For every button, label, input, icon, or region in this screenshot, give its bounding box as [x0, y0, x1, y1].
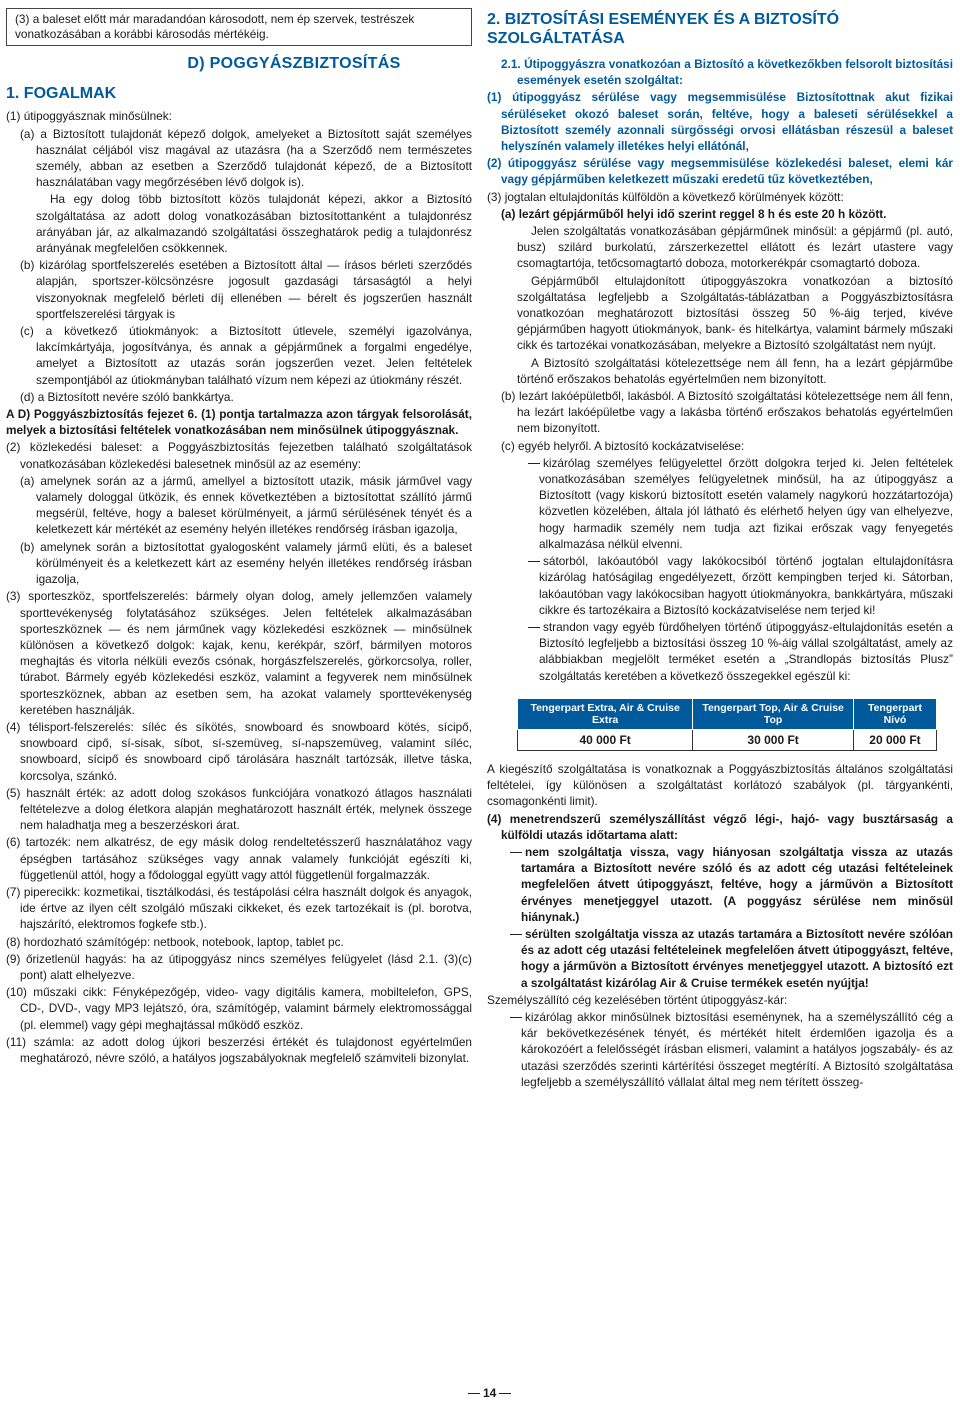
table-cell: 40 000 Ft	[518, 729, 693, 750]
definition-item: (8) hordozható számítógép: netbook, notebook, laptop, tablet pc.	[6, 934, 344, 949]
definition-item: (b) amelynek során a biztosítottat gyalogosként valamely jármű elüti, és a baleset körülményeit és a keletkezett kárt az esemény helyén illetékes rendőrség írásban igazolja,	[20, 539, 472, 587]
dash-icon	[528, 463, 540, 464]
page-number-text: 14	[483, 1386, 497, 1400]
dash-item-text: strandon vagy egyéb fürdőhelyen történő útipoggyász-eltulajdonítás esetén a Biztosító legfeljebb a biztosítási összeg 10 %-áig vállal szolgáltatást, amely az alábbiakban megjelölt terméket esetén a „Strandlopás biztosítás Plusz” szolgáltatás keretében a következő összegekkel egészül ki:	[539, 619, 953, 683]
dash-item	[487, 553, 953, 618]
chapter-title: 1. FOGALMAK	[6, 85, 117, 103]
definition-item: (6) tartozék: nem alkatrész, de egy másik dolog rendeltetésszerű használatához vagy épségben tartásához szükséges vagy annak valamely funkcióját egészíti ki, függetlenül attól, hogy a fődologgal együtt vagy attól függetlenül forgalmazzák.	[6, 835, 472, 882]
definition-item: (2) közlekedési baleset: a Poggyászbiztosítás fejezetben található szolgáltatások vonatkozásában közlekedési balesetnek minősül az az esemény:	[6, 440, 472, 471]
clause: (2) útipoggyász sérülése vagy megsemmisülése közlekedési baleset, elemi kár vagy gépjárműben keletkezett műszaki eredetű tűz következtében,	[487, 156, 953, 187]
clause: (c) egyéb helyről. A biztosító kockázatviselése:	[501, 438, 745, 453]
dash-item-text: kizárólag akkor minősülnek biztosítási eseménynek, ha a személyszállító cég a kár bekövetkezésének tényét, és mértékét hitelt érdemlően igazolja és a károkozóért a felelősségét írásban elismeri, valamint a hatályos jogszabály- és az utazási szerződés szerinti kártérítési összeget megtérítí. A Biztosító szolgáltatása legfeljebb a személyszállító vállalat által meg nem térített összeg-	[521, 1009, 953, 1089]
chapter-title: 2. BIZTOSÍTÁSI ESEMÉNYEK ÉS A BIZTOSÍTÓ SZOLGÁLTATÁSA	[487, 11, 840, 47]
definition-item: (11) számla: az adott dolog újkori beszerzési értékét és tulajdonost egyértelműen meghatározó, névre szóló, a hatályos jogszabályoknak megfelelő számviteli bizonylat.	[6, 1034, 472, 1065]
definition-item: (c) a következő útiokmányok: a Biztosított útlevele, személyi igazolványa, lakcímkártyája, jogosítványa, és annak a gépjárműnek a forgalmi engedélye, amelyet a Biztosított az utazás során jogszerűen vezet. Jelen feltételek szempontjából az útiokmányban található vízum nem képezi az útiokmány részét.	[20, 324, 472, 387]
box-text: (3) a baleset előtt már maradandóan károsodott, nem ép szervek, testrészek vonatkozásában a korábbi károsodás mértékéig.	[15, 12, 415, 41]
dash-item-text: sátorból, lakóautóból vagy lakókocsiból történő jogtalan eltulajdonításra kizárólag hatóságilag engedélyezett, őrzött kempingben terjed ki. Sátorban, lakóautóban vagy lakókocsiban hagyott útiokmányokra, bankkártyára, műszaki cikkre és tartozékaira a Biztosító kockázatviselése nem terjed ki!	[539, 554, 953, 617]
table-header: Tengerpart Top, Air & Cruise Top	[693, 698, 854, 729]
clause: (b) lezárt lakóépületből, lakásból. A Biztosító szolgáltatási kötelezettsége nem áll fenn, ha lezárt lakóépületbe vagy a lakásba történő erőszakos behatolás egyértelműen nem bizonyított.	[501, 389, 953, 436]
definition-item: Ha egy dolog több biztosított közös tulajdonát képezi, akkor a Biztosító szolgáltatása az adott dolog vonatkozásában biztosítottanként a tulajdonrész arányában jár, az alkalmazandó szolgáltatási összeghatárok pedig a tulajdonrész arányának megfelelően csökkennek.	[36, 192, 472, 256]
left-column	[6, 0, 472, 1067]
dash-item	[487, 844, 953, 925]
dash-icon	[528, 561, 540, 562]
clause: (3) jogtalan eltulajdonítás külföldön a következő körülmények között:	[487, 189, 844, 204]
dash-icon	[510, 852, 522, 853]
section-title: D) POGGYÁSZBIZTOSÍTÁS	[187, 55, 401, 72]
dash-item	[487, 455, 953, 552]
definition-item: (1) útipoggyásznak minősülnek:	[6, 109, 172, 124]
table-cell: 20 000 Ft	[853, 729, 936, 750]
dash-item-text: kizárólag személyes felügyelettel őrzött dolgokra terjed ki. Jelen feltételek vonatkozásában személyes felügyeletnek minősül, ha az útipoggyász a Biztosított (vagy kiskorú biztosított esetén valamely nagykorú hozzátartozója) közvetlen közelében, általa jól látható és elérhető helyen úgy van elhelyezve, hogy harmadik személy nem tudja azt fizikai erőszak vagy fenyegetés alkalmazása nélkül elvenni.	[539, 455, 953, 551]
coverage-table	[517, 698, 937, 751]
definition-item: (3) sporteszköz, sportfelszerelés: bármely olyan dolog, amely jellemzően valamely sporttevékenység folytatásához szükséges. Jelen feltételek alkalmazásában sporteszköznek — és nem járműnek vagy közlekedési eszköznek — minősülnek különösen a következő dolgok: kajak, kenu, kerékpár, szörf, bármilyen motoros meghajtás és vitorla nélküli evezős csónak, horgászfelszerelés, görkorcsolya, roller, túrabot. Bármely egyéb közlekedési eszköz, valamint a fegyverek nem minősülnek sporteszköznek, abban az esetben sem, ha azokat valamely sporttevékenység keretében használják.	[6, 589, 472, 717]
clause: Jelen szolgáltatás vonatkozásában gépjárműnek minősül: a gépjármű (pl. autó, busz) szilárd burkolatú, zárszerkezettel ellátott és lezárt utastere vagy csomagtartója, tetőcsomagtartó doboza, motorkerékpár csomagtartó doboza.	[517, 224, 953, 271]
clause: 2.1. Útipoggyászra vonatkozóan a Biztosító a következőkben felsorolt biztosítási események esetén szolgáltat:	[501, 57, 953, 88]
dash-icon	[510, 1017, 522, 1018]
dash-item	[487, 926, 953, 991]
definition-item: (b) kizárólag sportfelszerelés esetében a Biztosított által — írásos bérleti szerződés alapján, sportszer-kölcsönzésre jogosult gazdasági társaságtól a helyi viszonyoknak megfelelő bérleti díj ellenében — bérelt és jogszerűen használt sportfelszerelési tárgyak is	[20, 258, 472, 321]
clause: A kiegészítő szolgáltatása is vonatkoznak a Poggyászbiztosítás általános szolgáltatási feltételei, így különösen a szolgáltatást korlátozó szabályok (pl. tárgyankénti, csomagonkénti limit).	[487, 761, 953, 809]
definition-item: (a) amelynek során az a jármű, amellyel a biztosított utazik, másik járművel vagy valamely dologgal ütközik, és ennek következtében a biztosítottat szállító jármű megsérül, feltéve, hogy a baleset körülményeit, a jármű sérülésének tényét és a keletkezett kár mértékét az esemény helyén illetékes rendőrség írásban igazolja,	[20, 473, 472, 537]
definition-item: (10) műszaki cikk: Fényképezőgép, video- vagy digitális kamera, mobiltelefon, GPS, CD-, DVD-, vagy MP3 lejátszó, óra, számítógép, valamint bármely elektromossággal (pl. elemmel) vagy gépi meghajtással működő eszköz.	[6, 985, 472, 1032]
dash-item	[487, 1009, 953, 1090]
page-number	[465, 1386, 514, 1400]
clause: Gépjárműből eltulajdonított útipoggyászokra vonatkozóan a biztosító szolgáltatása legfeljebb a Szolgáltatás-táblázatban a Poggyászbiztosításra vonatkozóan meghatározott biztosítási összeg 50 %-áig terjed, kivéve gépjárműben hagyott útiokmányok, bank- és hitelkártya, valamint bármely műszaki cikk és tartozékai vonatkozásában, melyekre a Biztosító szolgáltatást nem nyújt.	[517, 273, 953, 353]
dash-item	[487, 619, 953, 684]
dash-icon	[468, 1393, 480, 1394]
dash-item-text: nem szolgáltatja vissza, vagy hiányosan szolgáltatja vissza az utazás tartamára a Biztosított nevére szóló és az adott cég utazási feltételeinek megfelelően átvett útipoggyászt, feltéve, hogy a járművön a Biztosított érvényes menetjeggyel utazott. (A poggyász sérülése nem minősül hiánynak.)	[521, 844, 953, 924]
definition-item: (7) piperecikk: kozmetikai, tisztálkodási, és testápolási célra használt dolgok és anyagok, ide értve az ilyen célt szolgáló műszaki cikkeket, és ezek tartozékait is (pl. borotva, hajszárító, elektromos fogkefe stb.).	[6, 884, 472, 932]
dash-item-text: sérülten szolgáltatja vissza az utazás tartamára a Biztosított nevére szólóan és az adott cég utazási feltételeinek megfelelően átvett útipoggyászt, feltéve, hogy a járművön a Biztosított érvényes menetjeggyel utazott. A biztosító ezt a szolgáltatást kizárólag Air & Cruise termékek esetén nyújtja!	[521, 926, 953, 990]
definition-item: (a) a Biztosított tulajdonát képező dolgok, amelyeket a Biztosított saját személyes használat céljából visz magával az utazásra (ha a Szerződő nem természetes személy, abban az esetben a Szerződő tulajdonát képező, de a Biztosított használatában vagy megőrzésében lévő dolgok is).	[20, 126, 472, 190]
definition-item: (5) használt érték: az adott dolog szokásos funkciójára vonatkozó átlagos használati feltételezve a dolog életkora alapján meghatározott használt érték, melynek összege nem haladhatja meg a beszerzéskori árat.	[6, 785, 472, 833]
clause: A Biztosító szolgáltatási kötelezettsége nem áll fenn, ha a lezárt gépjárműbe történő erőszakos behatolás egyértelműen nem bizonyított.	[517, 355, 953, 386]
clause: (a) lezárt gépjárműből helyi idő szerint reggel 8 h és este 20 h között.	[501, 206, 887, 221]
table-header: Tengerpart Extra, Air & Cruise Extra	[518, 698, 693, 729]
dash-icon	[499, 1393, 511, 1394]
definition-item: (9) őrizetlenül hagyás: ha az útipoggyász nincs személyes felügyelet (lásd 2.1. (3)(c) pont) alatt elhelyezve.	[6, 951, 472, 982]
definition-item: (4) télisport-felszerelés: síléc és síkötés, snowboard és snowboard kötés, sícipő, snowboard cipő, sí-sisak, síbot, sí-szemüveg, sí-napszemüveg, valamint síléc, snowboard, sícipő és snowboard cipő tárolására használt tartózsák, illetve táska, korcsolya, szánkó.	[6, 719, 472, 783]
definition-item: (d) a Biztosított nevére szóló bankkártya.	[20, 389, 234, 404]
table-header: Tengerpart Nívó	[853, 698, 936, 729]
dash-icon	[510, 934, 522, 935]
clause: Személyszállító cég kezelésében történt útipoggyász-kár:	[487, 992, 788, 1007]
clause: (4) menetrendszerű személyszállítást végző légi-, hajó- vagy busztársaság a külföldi utazás időtartama alatt:	[487, 811, 953, 842]
continuation-box	[6, 8, 472, 46]
table-cell: 30 000 Ft	[693, 729, 854, 750]
dash-icon	[528, 627, 540, 628]
exclusion-note: A D) Poggyászbiztosítás fejezet 6. (1) pontja tartalmazza azon tárgyak felsorolását, melyek a biztosítási feltételek vonatkozásában nem minősülnek útipoggyásznak.	[6, 407, 472, 438]
clause: (1) útipoggyász sérülése vagy megsemmisülése Biztosítottnak akut fizikai sérüléseket okozó baleset során, feltéve, hogy a baleseti sérülésekkel a Biztosított személy azonnali sürgősségi orvosi ellátásban részesül a baleset helyszínén valamely illetékes helyi ellátónál,	[487, 90, 953, 154]
right-column	[487, 0, 953, 1091]
